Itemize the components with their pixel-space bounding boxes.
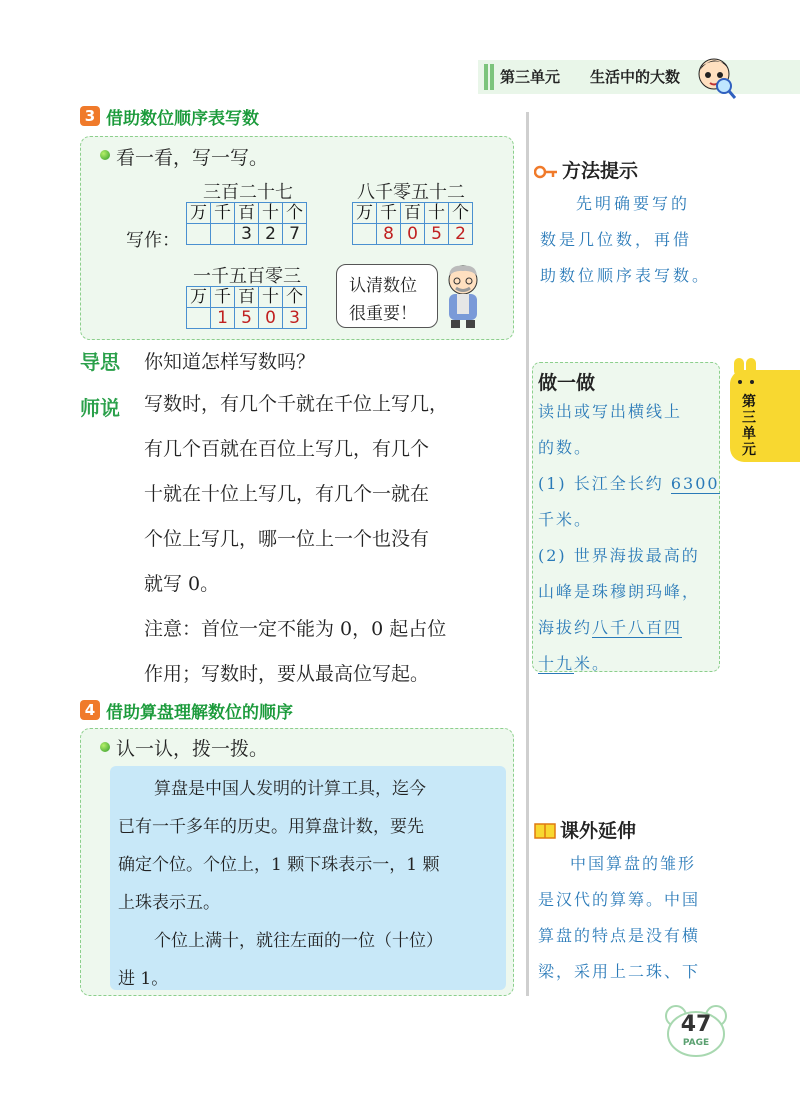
daosi-label: 导思 bbox=[80, 350, 120, 374]
text-line: 先明确要写的 bbox=[576, 194, 691, 213]
col-header: 百 bbox=[235, 287, 259, 308]
digit-cell: 0 bbox=[259, 308, 283, 329]
digit-cell: 3 bbox=[235, 224, 259, 245]
text-line: 梁，采用上二珠、下 bbox=[538, 962, 701, 981]
digit-cell: 0 bbox=[401, 224, 425, 245]
q2-number-words: 八千八百四 bbox=[592, 618, 683, 637]
digit-cell bbox=[353, 224, 377, 245]
digit-cell: 8 bbox=[377, 224, 401, 245]
digit-cell: 2 bbox=[449, 224, 473, 245]
text-line: 确定个位。个位上，1 颗下珠表示一，1 颗 bbox=[118, 855, 440, 875]
digit-cell: 3 bbox=[283, 308, 307, 329]
text-line: 上珠表示五。 bbox=[118, 893, 220, 913]
digit-cell bbox=[187, 308, 211, 329]
place-value-table bbox=[186, 286, 307, 329]
example-word: 三百二十七 bbox=[203, 182, 293, 203]
practice-q1 bbox=[538, 466, 724, 502]
text-line: 数是几位数，再借 bbox=[540, 230, 693, 249]
q2-text: 海拔约 bbox=[538, 618, 593, 637]
q1-text: (1) 长江全长约 bbox=[538, 474, 671, 493]
text-line: 十就在十位上写几，有几个一就在 bbox=[144, 483, 430, 505]
col-header: 万 bbox=[187, 203, 211, 224]
bubble-line: 很重要！ bbox=[349, 304, 417, 324]
text-line: 已有一千多年的历史。用算盘计数，要先 bbox=[118, 817, 424, 837]
page-number: 47 bbox=[680, 1012, 712, 1037]
digit-cell: 5 bbox=[425, 224, 449, 245]
text-line: 中国算盘的雏形 bbox=[570, 854, 697, 873]
text-line: 千米。 bbox=[538, 510, 593, 529]
daosi-text: 你知道怎样写数吗？ bbox=[144, 351, 316, 373]
digit-cell bbox=[187, 224, 211, 245]
green-dot-icon bbox=[100, 150, 110, 160]
digit-cell bbox=[211, 224, 235, 245]
header-stripe bbox=[490, 64, 494, 90]
col-header: 千 bbox=[211, 203, 235, 224]
text-line: 注意：首位一定不能为 0，0 起占位 bbox=[144, 618, 447, 640]
section-title: 借助算盘理解数位的顺序 bbox=[106, 703, 293, 723]
col-header: 十 bbox=[259, 287, 283, 308]
digit-cell: 1 bbox=[211, 308, 235, 329]
book-icon bbox=[534, 822, 556, 840]
col-header: 万 bbox=[353, 203, 377, 224]
section-title: 借助数位顺序表写数 bbox=[106, 109, 259, 129]
digit-cell: 5 bbox=[235, 308, 259, 329]
boy-magnifier-icon bbox=[696, 56, 736, 100]
practice-title: 做一做 bbox=[538, 372, 596, 394]
text-line: 个位上写几，哪一位上一个也没有 bbox=[144, 528, 430, 550]
text-line: 助数位顺序表写数。 bbox=[540, 266, 712, 285]
write-label: 写作： bbox=[126, 230, 180, 251]
text-line: 写数时，有几个千就在千位上写几， bbox=[144, 393, 449, 415]
method-title: 方法提示 bbox=[562, 160, 639, 182]
col-header: 百 bbox=[401, 203, 425, 224]
shishuo-text bbox=[144, 382, 522, 697]
text-line: 有几个百就在百位上写几，有几个 bbox=[144, 438, 430, 460]
unit-tab-label: 第三单元 bbox=[742, 394, 756, 458]
abacus-text bbox=[118, 770, 504, 998]
key-icon bbox=[534, 164, 558, 180]
teacher-icon bbox=[440, 262, 486, 330]
col-header: 万 bbox=[187, 287, 211, 308]
extension-text bbox=[538, 846, 728, 990]
text-line: (2) 世界海拔最高的 bbox=[538, 546, 700, 565]
page-label: PAGE bbox=[682, 1038, 710, 1048]
col-header: 十 bbox=[425, 203, 449, 224]
q2-text: 米。 bbox=[574, 654, 611, 673]
text-line: 进 1。 bbox=[118, 969, 169, 989]
column-divider bbox=[526, 112, 529, 996]
text-line: 就写 0。 bbox=[144, 573, 220, 595]
practice-q2-end bbox=[538, 646, 724, 682]
header-unit: 第三单元 bbox=[500, 68, 561, 86]
text-line: 个位上满十，就往左面的一位（十位） bbox=[154, 931, 443, 951]
practice-text bbox=[538, 394, 724, 682]
speech-bubble bbox=[336, 264, 438, 328]
shishuo-label: 师说 bbox=[80, 396, 120, 420]
method-text bbox=[540, 186, 730, 294]
col-header: 千 bbox=[211, 287, 235, 308]
example-word: 一千五百零三 bbox=[193, 266, 301, 287]
col-header: 个 bbox=[449, 203, 473, 224]
header-title: 生活中的大数 bbox=[590, 68, 681, 86]
section-number: 4 bbox=[80, 700, 100, 720]
section-number: 3 bbox=[80, 106, 100, 126]
header-stripe bbox=[484, 64, 488, 90]
green-dot-icon bbox=[100, 742, 110, 752]
practice-q2-line bbox=[538, 610, 724, 646]
prompt: 看一看，写一写。 bbox=[116, 147, 269, 169]
text-line: 山峰是珠穆朗玛峰， bbox=[538, 582, 701, 601]
col-header: 千 bbox=[377, 203, 401, 224]
text-line: 算盘的特点是没有横 bbox=[538, 926, 701, 945]
text-line: 的数。 bbox=[538, 438, 593, 457]
q1-number: 6300 bbox=[670, 474, 720, 493]
place-value-table bbox=[186, 202, 307, 245]
digit-cell: 2 bbox=[259, 224, 283, 245]
q2-number-words: 十九 bbox=[538, 654, 575, 673]
col-header: 个 bbox=[283, 203, 307, 224]
text-line: 是汉代的算筹。中国 bbox=[538, 890, 701, 909]
col-header: 十 bbox=[259, 203, 283, 224]
prompt: 认一认，拨一拨。 bbox=[116, 738, 269, 760]
digit-cell: 7 bbox=[283, 224, 307, 245]
col-header: 百 bbox=[235, 203, 259, 224]
text-line: 作用；写数时，要从最高位写起。 bbox=[144, 663, 430, 685]
col-header: 个 bbox=[283, 287, 307, 308]
place-value-table bbox=[352, 202, 473, 245]
text-line: 读出或写出横线上 bbox=[538, 402, 683, 421]
extension-title: 课外延伸 bbox=[560, 820, 637, 842]
bubble-line: 认清数位 bbox=[349, 276, 417, 296]
example-word: 八千零五十二 bbox=[357, 182, 465, 203]
text-line: 算盘是中国人发明的计算工具，迄今 bbox=[154, 779, 426, 799]
